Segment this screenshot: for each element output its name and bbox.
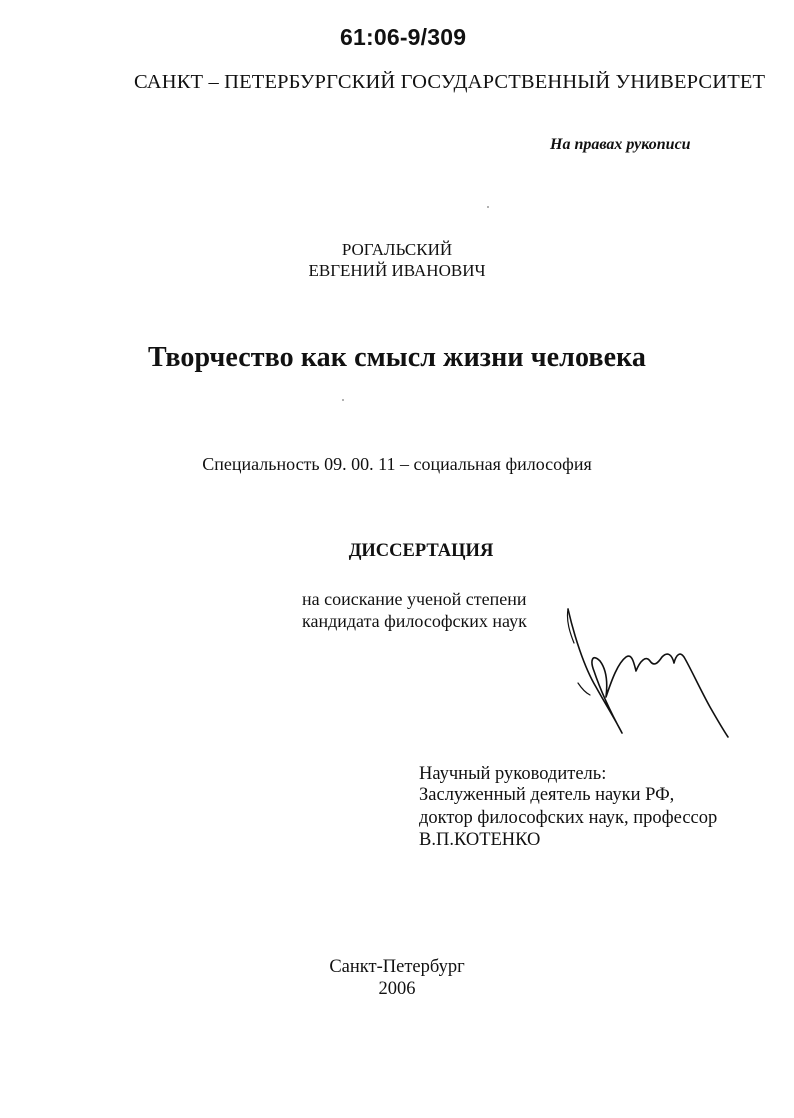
city: Санкт-Петербург — [329, 957, 465, 977]
archive-code: 61:06-9/309 — [340, 24, 467, 50]
scan-speck — [487, 206, 489, 208]
specialty-line: Специальность 09. 00. 11 – социальная философия — [202, 454, 592, 474]
degree-line-1: на соискание ученой степени — [302, 589, 527, 609]
rights-note: На правах рукописи — [550, 136, 691, 153]
advisor-honor: Заслуженный деятель науки РФ, — [419, 785, 675, 805]
year: 2006 — [378, 979, 416, 999]
author-surname: РОГАЛЬСКИЙ — [341, 240, 453, 259]
dissertation-title: Творчество как смысл жизни человека — [147, 342, 647, 373]
advisor-name: В.П.КОТЕНКО — [419, 830, 541, 850]
scan-speck — [342, 399, 344, 401]
university-name: САНКТ – ПЕТЕРБУРГСКИЙ ГОСУДАРСТВЕННЫЙ УНИВЕРСИТЕТ — [134, 71, 766, 93]
document-type: ДИССЕРТАЦИЯ — [348, 541, 494, 561]
handwritten-signature — [560, 605, 732, 745]
degree-line-2: кандидата философских наук — [302, 611, 527, 631]
advisor-heading: Научный руководитель: — [419, 764, 607, 784]
advisor-rank: доктор философских наук, профессор — [419, 808, 718, 828]
author-given-names: ЕВГЕНИЙ ИВАНОВИЧ — [308, 261, 486, 280]
